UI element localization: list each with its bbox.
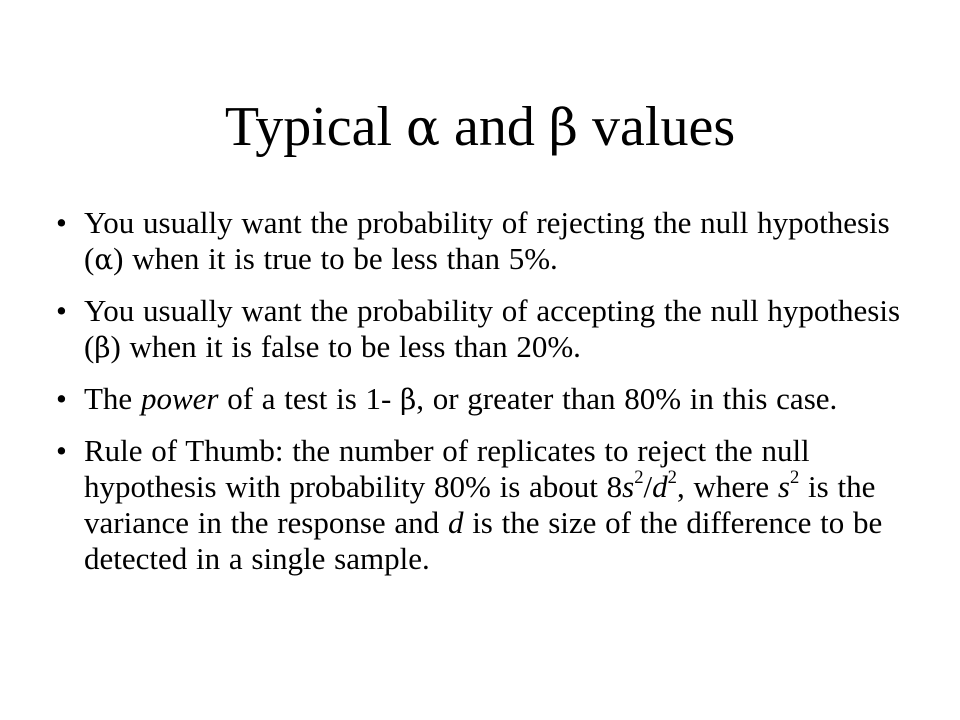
title-alpha-symbol: α	[406, 98, 441, 157]
bullet-text: ) when it is true to be less than 5%.	[113, 241, 558, 276]
alpha-symbol: α	[94, 243, 114, 276]
bullet-text: , or greater than 80% in this case.	[416, 381, 838, 416]
title-middle: and	[440, 96, 549, 158]
bullet-marker: •	[56, 293, 67, 328]
bullet-item-alpha	[56, 205, 920, 278]
bullet-item-beta	[56, 293, 920, 366]
beta-symbol: β	[400, 383, 417, 416]
title-prefix: Typical	[224, 96, 407, 158]
beta-symbol: β	[94, 331, 111, 364]
bullet-text: Rule of Thumb: the number of replicates to reject the null hypothesis with probability 80% is about 8	[84, 433, 810, 504]
bullet-list	[56, 205, 920, 592]
slide-title	[0, 92, 960, 163]
bullet-text: The	[84, 381, 141, 416]
bullet-text: is the size of the difference to be detected in a single sample.	[84, 505, 883, 576]
bullet-text: You usually want the probability of rejecting the null hypothesis (	[84, 205, 890, 276]
title-suffix: values	[578, 96, 736, 158]
bullet-text: ) when it is false to be less than 20%.	[110, 329, 581, 364]
exponent: 2	[790, 467, 800, 489]
bullet-item-rule-of-thumb	[56, 433, 920, 577]
bullet-text: of a test is 1-	[218, 381, 401, 416]
power-term: power	[140, 381, 219, 416]
variable-d: d	[652, 469, 668, 504]
bullet-text: is the variance in the response and	[84, 469, 876, 540]
bullet-text: You usually want the probability of accepting the null hypothesis (	[84, 293, 901, 364]
bullet-marker: •	[56, 381, 67, 416]
title-beta-symbol: β	[548, 98, 579, 157]
slash: /	[643, 469, 653, 504]
bullet-text: , where	[676, 469, 778, 504]
bullet-item-power	[56, 381, 920, 418]
exponent: 2	[667, 467, 677, 489]
variable-s: s	[622, 469, 635, 504]
exponent: 2	[634, 467, 644, 489]
variable-d: d	[447, 505, 464, 540]
bullet-marker: •	[56, 205, 67, 240]
bullet-marker: •	[56, 433, 67, 468]
variable-s: s	[777, 469, 790, 504]
